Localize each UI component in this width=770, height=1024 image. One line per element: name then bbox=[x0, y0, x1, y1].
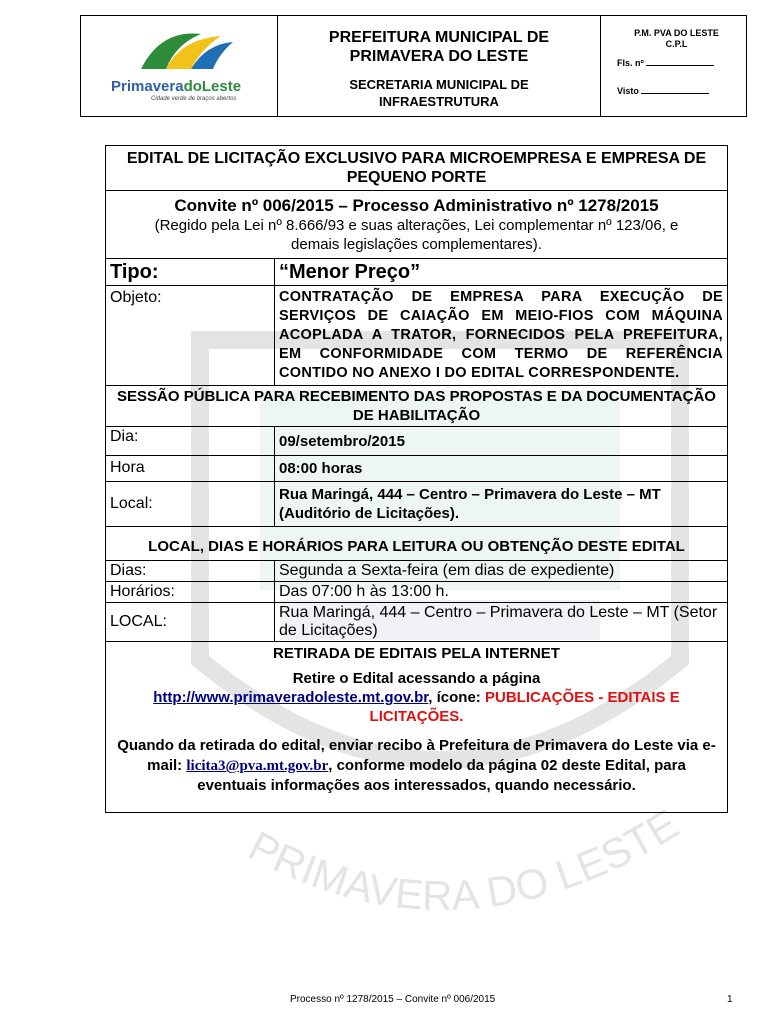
fls-field: Fls. nº bbox=[617, 58, 736, 68]
regido-text: (Regido pela Lei nº 8.666/93 e suas alterações, Lei complementar nº 123/06, e demais legislações complementares). bbox=[154, 217, 679, 253]
retire-text: Retire o Edital acessando a página bbox=[292, 670, 541, 687]
logo-wordmark: PrimaveradoLeste bbox=[111, 78, 242, 95]
local2-label: LOCAL: bbox=[106, 603, 275, 642]
email-link[interactable]: licita3@pva.mt.gov.br bbox=[186, 758, 329, 774]
header-subtitle: SECRETARIA MUNICIPAL DE INFRAESTRUTURA bbox=[349, 77, 529, 109]
svg-text:PRIMAVERA DO LESTE bbox=[241, 800, 686, 919]
convite-cell bbox=[106, 191, 728, 259]
tipo-value: “Menor Preço” bbox=[275, 259, 728, 286]
logo-cell bbox=[81, 16, 278, 116]
watermark-text: PRIMAVERA DO LESTE bbox=[241, 800, 687, 920]
leitura-heading: LOCAL, DIAS E HORÁRIOS PARA LEITURA OU OBTENÇÃO DESTE EDITAL bbox=[106, 527, 728, 561]
visto-field: Visto bbox=[617, 86, 736, 96]
horarios-label: Horários: bbox=[106, 582, 275, 603]
header-title: PREFEITURA MUNICIPAL DE PRIMAVERA DO LESTE bbox=[328, 29, 550, 65]
edital-table bbox=[105, 145, 728, 813]
sessao-heading: SESSÃO PÚBLICA PARA RECEBIMENTO DAS PROPOSTAS E DA DOCUMENTAÇÃO DE HABILITAÇÃO bbox=[106, 386, 728, 427]
email-instructions: Quando da retirada do edital, enviar recibo à Prefeitura de Primavera do Leste via e-mail: licita3@pva.mt.gov.br, conforme modelo da página 02 deste Edital, para eventuais informações aos interessados, quando necessário. bbox=[117, 737, 716, 794]
edital-heading: EDITAL DE LICITAÇÃO EXCLUSIVO PARA MICROEMPRESA E EMPRESA DE PEQUENO PORTE bbox=[106, 146, 728, 191]
objeto-label: Objeto: bbox=[106, 286, 275, 386]
convite-title: Convite nº 006/2015 – Processo Administrativo nº 1278/2015 bbox=[174, 196, 659, 215]
objeto-value: CONTRATAÇÃO DE EMPRESA PARA EXECUÇÃO DE SERVIÇOS DE CAIAÇÃO EM MEIO-FIOS COM MÁQUINA ACOPLADA A TRATOR, FORNECIDOS PELA PREFEITURA, EM CONFORMIDADE COM TERMO DE REFERÊNCIA CONTIDO NO ANEXO I DO EDITAL CORRESPONDENTE. bbox=[275, 286, 728, 386]
dia-value: 09/setembro/2015 bbox=[275, 427, 728, 456]
internet-cell bbox=[106, 642, 728, 813]
dias-label: Dias: bbox=[106, 561, 275, 582]
page-number: 1 bbox=[727, 994, 733, 1005]
local-label: Local: bbox=[106, 482, 275, 527]
hora-label: Hora bbox=[106, 456, 275, 482]
header-stamp-cell bbox=[601, 16, 746, 116]
tipo-label: Tipo: bbox=[106, 259, 275, 286]
header-title-cell bbox=[278, 16, 601, 116]
pm-stamp: P.M. PVA DO LESTE C.P.L bbox=[634, 28, 719, 49]
publicacoes-text: PUBLICAÇÕES - EDITAIS E LICITAÇÕES. bbox=[369, 689, 680, 725]
dia-label: Dia: bbox=[106, 427, 275, 456]
city-logo-icon bbox=[121, 24, 241, 84]
horarios-value: Das 07:00 h às 13:00 h. bbox=[275, 582, 728, 603]
hora-value: 08:00 horas bbox=[275, 456, 728, 482]
url-line: http://www.primaveradoleste.mt.gov.br, ícone: PUBLICAÇÕES - EDITAIS E LICITAÇÕES. bbox=[153, 689, 680, 725]
internet-heading: RETIRADA DE EDITAIS PELA INTERNET bbox=[273, 645, 560, 662]
local-value: Rua Maringá, 444 – Centro – Primavera do Leste – MT (Auditório de Licitações). bbox=[275, 482, 728, 527]
dias-value: Segunda a Sexta-feira (em dias de expediente) bbox=[275, 561, 728, 582]
logo-slogan: Cidade verde de braços abertos bbox=[151, 96, 237, 102]
website-link[interactable]: http://www.primaveradoleste.mt.gov.br bbox=[153, 689, 429, 706]
document-header bbox=[80, 15, 747, 117]
local2-value: Rua Maringá, 444 – Centro – Primavera do Leste – MT (Setor de Licitações) bbox=[275, 603, 728, 642]
footer-text: Processo nº 1278/2015 – Convite nº 006/2015 bbox=[290, 994, 496, 1005]
